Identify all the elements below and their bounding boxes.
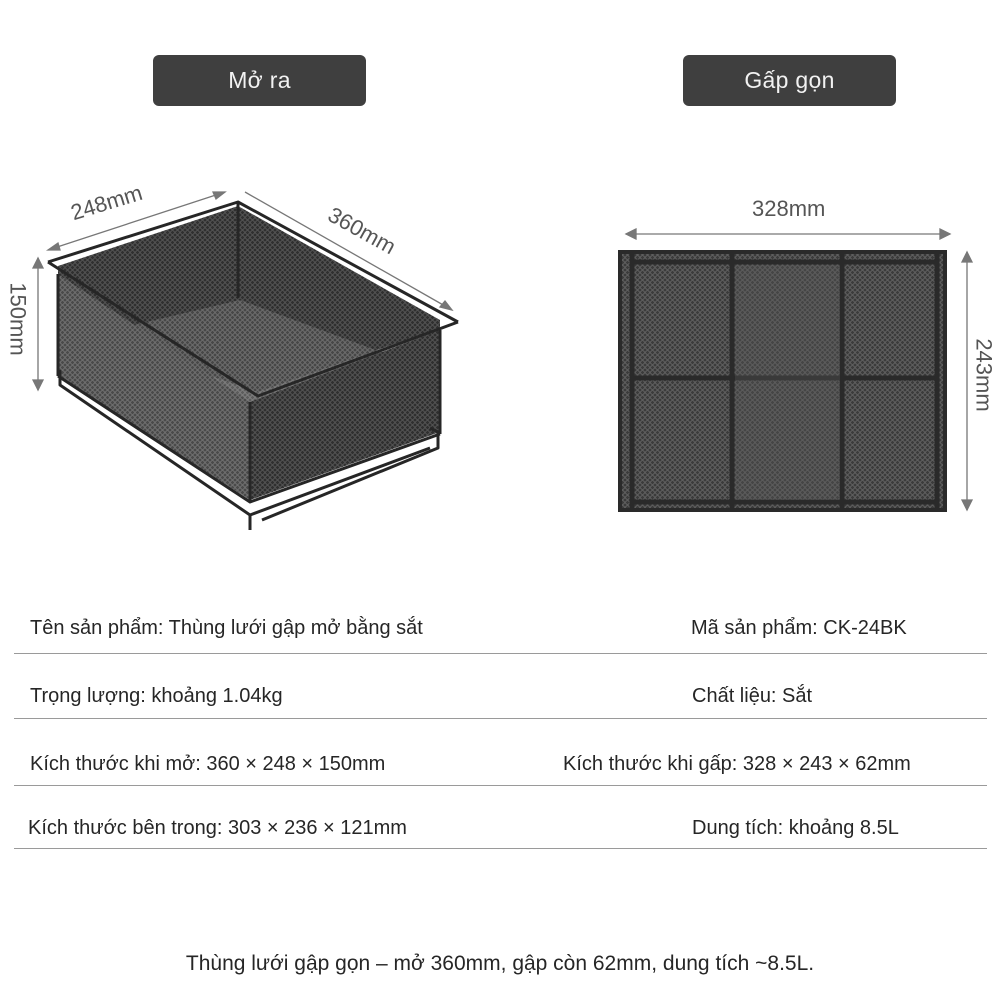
open-basket-image — [0, 170, 500, 570]
spec-size-open: Kích thước khi mở: 360 × 248 × 150mm — [30, 753, 386, 775]
spec-size-folded: Kích thước khi gấp: 328 × 243 × 62mm — [563, 753, 911, 775]
spec-divider — [14, 718, 987, 719]
spec-divider — [14, 785, 987, 786]
spec-product-name: Tên sản phẩm: Thùng lưới gập mở bằng sắt — [30, 617, 423, 639]
folded-height-label: 243mm — [971, 338, 997, 412]
folded-basket-image — [610, 220, 990, 520]
open-tab-label: Mở ra — [153, 55, 366, 106]
spec-weight: Trọng lượng: khoảng 1.04kg — [30, 685, 283, 707]
spec-capacity: Dung tích: khoảng 8.5L — [692, 817, 899, 839]
folded-tab-label: Gấp gọn — [683, 55, 896, 106]
caption: Thùng lưới gập gọn – mở 360mm, gập còn 62mm, dung tích ~8.5L. — [185, 952, 815, 975]
open-height-label: 150mm — [5, 282, 31, 356]
open-width-label: 248mm — [67, 179, 146, 226]
folded-width-label: 328mm — [752, 196, 826, 221]
spec-divider — [14, 848, 987, 849]
spec-product-code: Mã sản phẩm: CK-24BK — [691, 617, 907, 639]
open-length-label: 360mm — [323, 201, 401, 260]
spec-divider — [14, 653, 987, 654]
spec-material: Chất liệu: Sắt — [692, 685, 813, 707]
spec-size-inner: Kích thước bên trong: 303 × 236 × 121mm — [28, 817, 407, 839]
